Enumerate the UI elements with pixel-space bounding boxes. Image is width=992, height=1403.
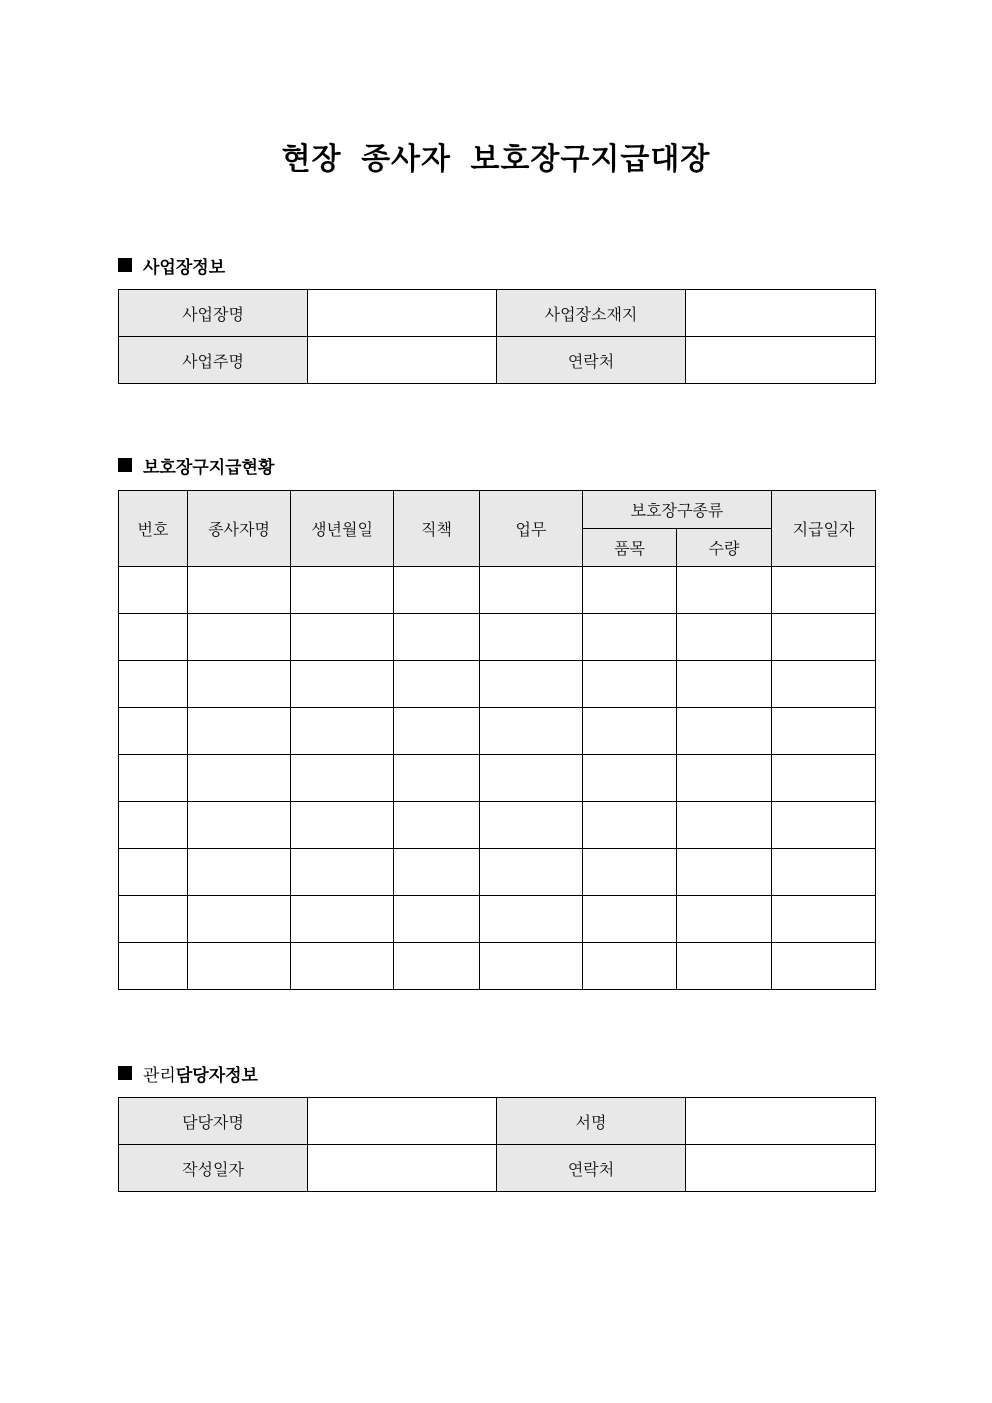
section-heading-prefix: 관리: [143, 1065, 176, 1086]
worker-name-cell[interactable]: [188, 755, 291, 802]
owner-name-label: 사업주명: [119, 337, 308, 384]
site-name-field[interactable]: [308, 290, 497, 337]
table-row: [119, 943, 876, 990]
quantity-cell[interactable]: [677, 849, 772, 896]
table-row: [119, 755, 876, 802]
duty-cell[interactable]: [480, 943, 583, 990]
quantity-cell[interactable]: [677, 614, 772, 661]
item-cell[interactable]: [583, 802, 677, 849]
col-header-quantity: 수량: [677, 529, 772, 567]
site-contact-label: 연락처: [497, 337, 686, 384]
quantity-cell[interactable]: [677, 802, 772, 849]
site-info-table: [118, 289, 876, 384]
section-heading-site-info: [118, 253, 225, 277]
table-row: [119, 896, 876, 943]
no-cell[interactable]: [119, 708, 188, 755]
duty-cell[interactable]: [480, 614, 583, 661]
duty-cell[interactable]: [480, 755, 583, 802]
signature-field[interactable]: [686, 1098, 876, 1145]
col-header-birth-date: 생년월일: [291, 491, 394, 567]
col-header-item: 품목: [583, 529, 677, 567]
col-header-no: 번호: [119, 491, 188, 567]
site-contact-field[interactable]: [686, 337, 876, 384]
section-heading-label: 사업장정보: [143, 257, 226, 278]
section-heading-label: 담당자정보: [175, 1065, 258, 1086]
position-cell[interactable]: [394, 943, 480, 990]
position-cell[interactable]: [394, 802, 480, 849]
col-header-position: 직책: [394, 491, 480, 567]
gear-status-table: [118, 490, 876, 990]
table-header-row: [119, 491, 876, 529]
signature-label: 서명: [497, 1098, 686, 1145]
issue-date-cell[interactable]: [772, 802, 876, 849]
table-row: [119, 661, 876, 708]
worker-name-cell[interactable]: [188, 802, 291, 849]
section-heading-manager-info: [118, 1061, 258, 1085]
quantity-cell[interactable]: [677, 567, 772, 614]
table-row: [119, 1145, 876, 1192]
birth-date-cell[interactable]: [291, 567, 394, 614]
position-cell[interactable]: [394, 614, 480, 661]
document-title: 현장 종사자 보호장구지급대장: [281, 142, 711, 177]
section-heading-gear-status: [118, 453, 274, 477]
position-cell[interactable]: [394, 755, 480, 802]
birth-date-cell[interactable]: [291, 896, 394, 943]
square-bullet-icon: [118, 1066, 132, 1080]
no-cell[interactable]: [119, 943, 188, 990]
birth-date-cell[interactable]: [291, 802, 394, 849]
position-cell[interactable]: [394, 567, 480, 614]
square-bullet-icon: [118, 458, 132, 472]
owner-name-field[interactable]: [308, 337, 497, 384]
duty-cell[interactable]: [480, 802, 583, 849]
item-cell[interactable]: [583, 943, 677, 990]
col-header-duty: 업무: [480, 491, 583, 567]
written-date-field[interactable]: [308, 1145, 497, 1192]
position-cell[interactable]: [394, 708, 480, 755]
written-date-label: 작성일자: [119, 1145, 308, 1192]
table-row: [119, 849, 876, 896]
issue-date-cell[interactable]: [772, 896, 876, 943]
no-cell[interactable]: [119, 896, 188, 943]
table-row: [119, 567, 876, 614]
no-cell[interactable]: [119, 614, 188, 661]
manager-contact-label: 연락처: [497, 1145, 686, 1192]
table-row: [119, 614, 876, 661]
item-cell[interactable]: [583, 849, 677, 896]
worker-name-cell[interactable]: [188, 943, 291, 990]
worker-name-cell[interactable]: [188, 614, 291, 661]
col-header-issue-date: 지급일자: [772, 491, 876, 567]
site-address-field[interactable]: [686, 290, 876, 337]
duty-cell[interactable]: [480, 661, 583, 708]
section-heading-label: 보호장구지급현황: [143, 457, 275, 478]
item-cell[interactable]: [583, 708, 677, 755]
issue-date-cell[interactable]: [772, 614, 876, 661]
issue-date-cell[interactable]: [772, 943, 876, 990]
duty-cell[interactable]: [480, 708, 583, 755]
manager-contact-field[interactable]: [686, 1145, 876, 1192]
quantity-cell[interactable]: [677, 708, 772, 755]
no-cell[interactable]: [119, 567, 188, 614]
duty-cell[interactable]: [480, 849, 583, 896]
worker-name-cell[interactable]: [188, 896, 291, 943]
duty-cell[interactable]: [480, 567, 583, 614]
square-bullet-icon: [118, 258, 132, 272]
table-row: [119, 337, 876, 384]
no-cell[interactable]: [119, 802, 188, 849]
issue-date-cell[interactable]: [772, 755, 876, 802]
birth-date-cell[interactable]: [291, 708, 394, 755]
worker-name-cell[interactable]: [188, 849, 291, 896]
position-cell[interactable]: [394, 896, 480, 943]
birth-date-cell[interactable]: [291, 614, 394, 661]
manager-info-table: [118, 1097, 876, 1192]
item-cell[interactable]: [583, 567, 677, 614]
birth-date-cell[interactable]: [291, 755, 394, 802]
birth-date-cell[interactable]: [291, 943, 394, 990]
no-cell[interactable]: [119, 849, 188, 896]
manager-name-label: 담당자명: [119, 1098, 308, 1145]
worker-name-cell[interactable]: [188, 661, 291, 708]
quantity-cell[interactable]: [677, 943, 772, 990]
col-header-worker-name: 종사자명: [188, 491, 291, 567]
site-name-label: 사업장명: [119, 290, 308, 337]
item-cell[interactable]: [583, 614, 677, 661]
worker-name-cell[interactable]: [188, 708, 291, 755]
no-cell[interactable]: [119, 755, 188, 802]
col-header-gear-type: 보호장구종류: [583, 491, 772, 529]
manager-name-field[interactable]: [308, 1098, 497, 1145]
position-cell[interactable]: [394, 849, 480, 896]
birth-date-cell[interactable]: [291, 849, 394, 896]
worker-name-cell[interactable]: [188, 567, 291, 614]
quantity-cell[interactable]: [677, 755, 772, 802]
quantity-cell[interactable]: [677, 896, 772, 943]
position-cell[interactable]: [394, 661, 480, 708]
table-row: [119, 708, 876, 755]
table-row: [119, 290, 876, 337]
birth-date-cell[interactable]: [291, 661, 394, 708]
issue-date-cell[interactable]: [772, 567, 876, 614]
item-cell[interactable]: [583, 661, 677, 708]
issue-date-cell[interactable]: [772, 849, 876, 896]
duty-cell[interactable]: [480, 896, 583, 943]
issue-date-cell[interactable]: [772, 661, 876, 708]
no-cell[interactable]: [119, 661, 188, 708]
quantity-cell[interactable]: [677, 661, 772, 708]
item-cell[interactable]: [583, 755, 677, 802]
issue-date-cell[interactable]: [772, 708, 876, 755]
table-row: [119, 1098, 876, 1145]
item-cell[interactable]: [583, 896, 677, 943]
site-address-label: 사업장소재지: [497, 290, 686, 337]
table-row: [119, 802, 876, 849]
